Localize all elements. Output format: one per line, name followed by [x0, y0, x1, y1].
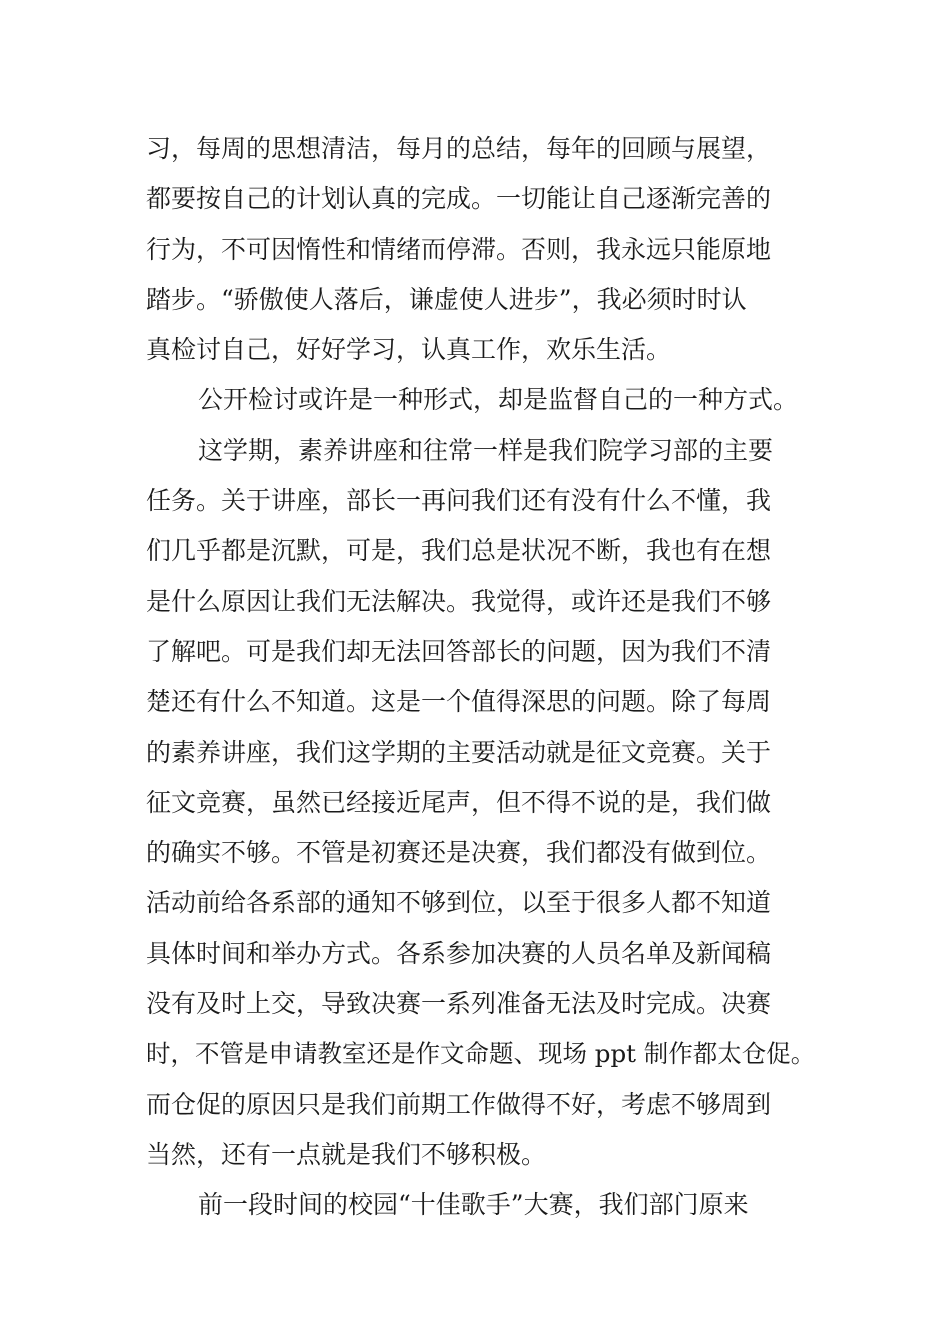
text-line: 时，不管是申请教室还是作文命题、现场 ppt 制作都太仓促。: [146, 1039, 816, 1069]
text-line: 的确实不够。不管是初赛还是决赛，我们都没有做到位。: [146, 838, 772, 868]
text-line: 没有及时上交，导致决赛一系列准备无法及时完成。决赛: [146, 989, 772, 1019]
text-line: 踏步。“骄傲使人落后，谦虚使人进步”，我必须时时认: [146, 284, 747, 314]
text-line: 征文竞赛，虽然已经接近尾声，但不得不说的是，我们做: [146, 787, 772, 817]
text-line: 任务。关于讲座，部长一再问我们还有没有什么不懂，我: [146, 486, 772, 516]
text-line: 行为，不可因惰性和情绪而停滞。否则，我永远只能原地: [146, 234, 772, 264]
text-line: 当然，还有一点就是我们不够积极。: [146, 1139, 547, 1169]
text-line: 习，每周的思想清洁，每月的总结，每年的回顾与展望，: [146, 134, 772, 163]
text-line: 这学期，素养讲座和往常一样是我们院学习部的主要: [198, 435, 774, 465]
text-line: 公开检讨或许是一种形式，却是监督自己的一种方式。: [198, 385, 799, 415]
text-line: 是什么原因让我们无法解决。我觉得，或许还是我们不够: [146, 586, 772, 616]
text-line: 前一段时间的校园“十佳歌手”大赛，我们部门原来: [198, 1190, 749, 1220]
text-line: 的素养讲座，我们这学期的主要活动就是征文竞赛。关于: [146, 737, 772, 767]
text-line: 楚还有什么不知道。这是一个值得深思的问题。除了每周: [146, 687, 772, 717]
text-line: 活动前给各系部的通知不够到位，以至于很多人都不知道: [146, 888, 772, 918]
text-line: 具体时间和举办方式。各系参加决赛的人员名单及新闻稿: [146, 938, 772, 968]
text-line: 而仓促的原因只是我们前期工作做得不好，考虑不够周到: [146, 1089, 772, 1119]
text-line: 们几乎都是沉默，可是，我们总是状况不断，我也有在想: [146, 536, 772, 566]
text-line: 都要按自己的计划认真的完成。一切能让自己逐渐完善的: [146, 184, 772, 214]
text-line: 了解吧。可是我们却无法回答部长的问题，因为我们不清: [146, 636, 772, 666]
text-line: 真检讨自己，好好学习，认真工作，欢乐生活。: [146, 335, 672, 365]
document-body-text: [146, 124, 816, 1231]
